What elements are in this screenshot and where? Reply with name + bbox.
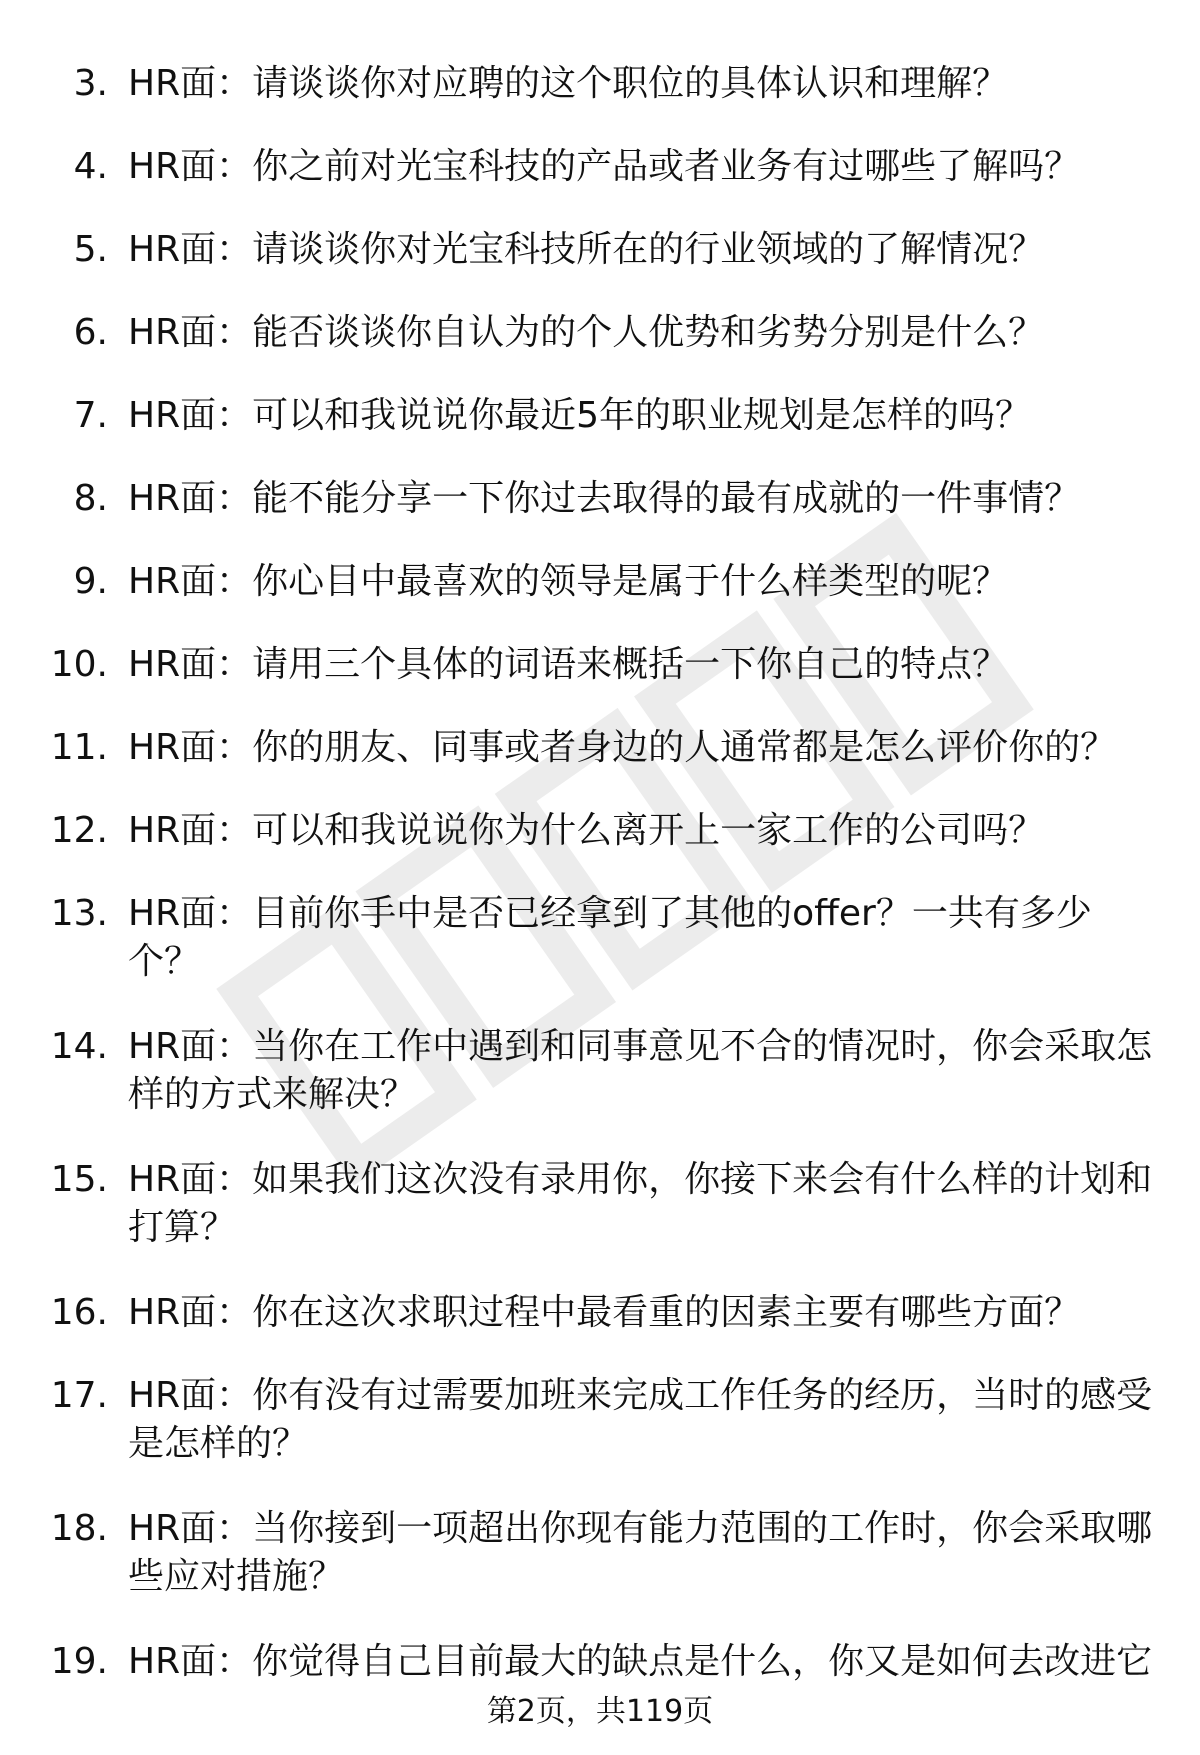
question-number: 8. [73, 478, 108, 519]
question-text: HR面：你的朋友、同事或者身边的人通常都是怎么评价你的？ [128, 727, 1117, 768]
question-text: HR面：你在这次求职过程中最看重的因素主要有哪些方面？ [128, 1292, 1081, 1333]
question-item [0, 1505, 1200, 1601]
question-item [0, 724, 1200, 772]
question-text: HR面：目前你手中是否已经拿到了其他的offer？一共有多少个？ [128, 893, 1092, 982]
question-item [0, 143, 1200, 191]
question-item [0, 1638, 1200, 1686]
question-text: HR面：能否谈谈你自认为的个人优势和劣势分别是什么？ [128, 312, 1045, 353]
question-item [0, 309, 1200, 357]
question-item [0, 1372, 1200, 1468]
question-item [0, 641, 1200, 689]
question-number: 16. [50, 1292, 108, 1333]
question-item [0, 807, 1200, 855]
question-item [0, 558, 1200, 606]
question-item [0, 1156, 1200, 1252]
question-item [0, 226, 1200, 274]
question-number: 15. [50, 1159, 108, 1200]
question-number: 3. [73, 63, 108, 104]
question-text: HR面：能不能分享一下你过去取得的最有成就的一件事情？ [128, 478, 1081, 519]
question-text: HR面：当你接到一项超出你现有能力范围的工作时，你会采取哪些应对措施？ [128, 1508, 1153, 1597]
question-text: HR面：你之前对光宝科技的产品或者业务有过哪些了解吗？ [128, 146, 1081, 187]
question-item [0, 1023, 1200, 1119]
question-text: HR面：你有没有过需要加班来完成工作任务的经历，当时的感受是怎样的？ [128, 1375, 1153, 1464]
question-number: 4. [73, 146, 108, 187]
question-number: 9. [73, 561, 108, 602]
question-number: 10. [50, 644, 108, 685]
question-number: 13. [50, 893, 108, 934]
question-number: 17. [50, 1375, 108, 1416]
question-item [0, 392, 1200, 440]
question-text: HR面：你心目中最喜欢的领导是属于什么样类型的呢？ [128, 561, 1009, 602]
question-text: HR面：如果我们这次没有录用你，你接下来会有什么样的计划和打算？ [128, 1159, 1153, 1248]
question-number: 5. [73, 229, 108, 270]
question-item [0, 1289, 1200, 1337]
question-item [0, 60, 1200, 108]
question-text: HR面：请谈谈你对应聘的这个职位的具体认识和理解？ [128, 63, 1009, 104]
question-text: HR面：可以和我说说你为什么离开上一家工作的公司吗？ [128, 810, 1045, 851]
page-number-footer: 第2页，共119页 [486, 1694, 714, 1729]
question-text: HR面：当你在工作中遇到和同事意见不合的情况时，你会采取怎样的方式来解决？ [128, 1026, 1153, 1115]
question-number: 19. [50, 1641, 108, 1682]
question-item [0, 475, 1200, 523]
question-number: 14. [50, 1026, 108, 1067]
question-number: 18. [50, 1508, 108, 1549]
question-text: HR面：请用三个具体的词语来概括一下你自己的特点？ [128, 644, 1009, 685]
question-number: 11. [50, 727, 108, 768]
question-number: 7. [73, 395, 108, 436]
question-number: 12. [50, 810, 108, 851]
question-text: HR面：你觉得自己目前最大的缺点是什么，你又是如何去改进它 [128, 1641, 1153, 1682]
question-text: HR面：请谈谈你对光宝科技所在的行业领域的了解情况？ [128, 229, 1045, 270]
question-item [0, 890, 1200, 986]
question-number: 6. [73, 312, 108, 353]
question-text: HR面：可以和我说说你最近5年的职业规划是怎样的吗？ [128, 395, 1031, 436]
question-list [0, 60, 1200, 1721]
